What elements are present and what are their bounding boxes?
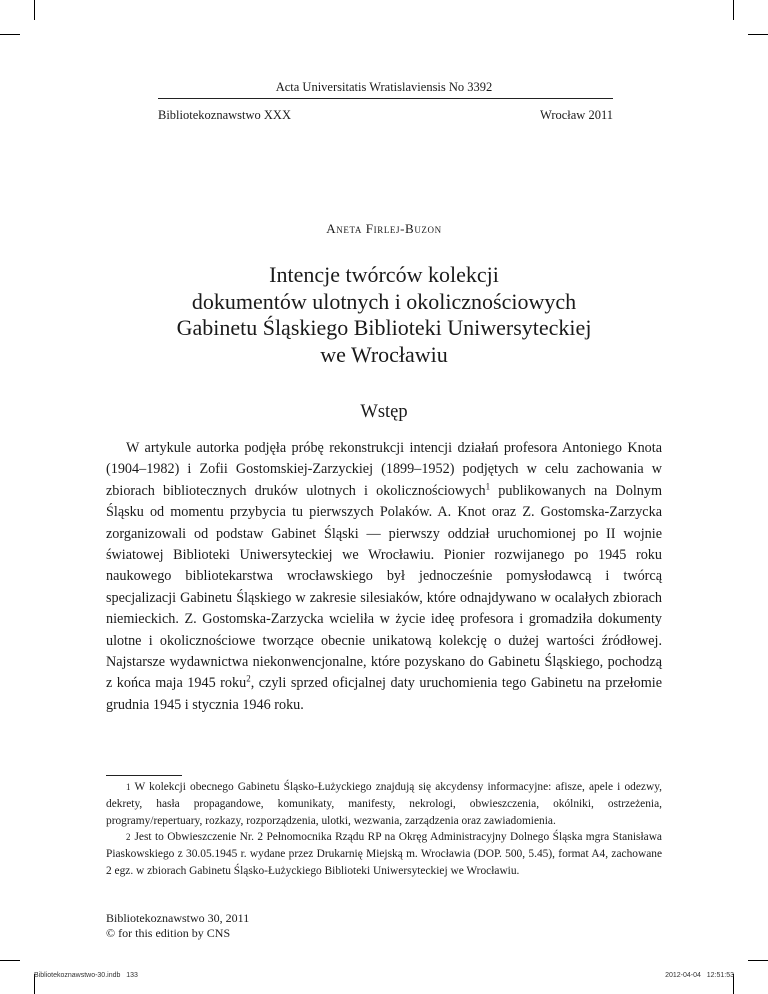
body-text-part: publikowanych na Dolnym Śląsku od momentu przybycia tu pierwszych Polaków. A. Knot oraz Z. Gostomska-Zarzycka zorganizowali od podstaw Gabinet Śląski — pierwszy oddział uruchomionej po II wojnie światowej Biblioteki Uniwersyteckiej we Wrocławiu. Pionier rozwijanego po 1945 roku naukowego bibliotekarstwa wrocławskiego był jednocześnie pomysłodawcą i twórcą specjalizacji Gabinetu Śląskiego w zakresie silesiaków, które odnajdywano w ocalałych zbiorach niemieckich. Z. Gostomska-Zarzycka wcieliła w życie ideę profesora i gromadziła dokumenty ulotne i okolicznościowe tworzące obecnie unikatową kolekcję o dużej wartości źródłowej. Najstarsze wydawnictwa niekonwencjonalne, które pozyskano do Gabinetu Śląskiego, pochodzą z końca maja 1945 roku	[106, 482, 662, 692]
title-line: we Wrocławiu	[320, 341, 448, 367]
crop-mark	[733, 0, 734, 20]
print-slug-file: Bibliotekoznawstwo-30.indb 133	[34, 972, 138, 979]
header-rule	[158, 98, 613, 99]
section-heading: Wstęp	[360, 402, 408, 422]
print-slug-timestamp: 2012-04-04 12:51:53	[665, 972, 734, 979]
title-line: Gabinetu Śląskiego Biblioteki Uniwersyteckiej	[176, 315, 592, 340]
crop-mark	[0, 960, 20, 961]
footnote-number: 2	[126, 832, 131, 843]
imprint	[106, 911, 249, 941]
title-line: dokumentów ulotnych i okolicznościowych	[191, 288, 577, 314]
journal-series: Acta Universitatis Wratislaviensis No 3392	[275, 80, 493, 94]
footnote-rule	[106, 775, 182, 776]
footnote-number: 1	[126, 782, 131, 792]
footnotes	[106, 779, 662, 880]
journal-volume: Bibliotekoznawstwo XXX	[158, 108, 291, 122]
footnote-ref[interactable]: 1	[485, 481, 491, 492]
imprint-line: Bibliotekoznawstwo 30, 2011	[106, 911, 250, 925]
crop-mark	[748, 960, 768, 961]
footnote	[106, 829, 662, 879]
body-text-part: W artykule autorka podjęła próbę rekonstrukcji intencji działań profesora Antoniego Knota (1904–1982) i Zofii Gostomskiej-Zarzyckiej (1899–1952) podjętych w celu zachowania w zbiorach bibliotecznych druków ulotnych i okolicznościowych	[106, 440, 662, 499]
journal-place-year: Wrocław 2011	[540, 108, 613, 122]
footnote-ref[interactable]: 2	[246, 673, 251, 684]
copyright-line: © for this edition by CNS	[106, 926, 231, 940]
crop-mark	[748, 34, 768, 35]
article-title	[0, 262, 768, 368]
title-line: Intencje twórców kolekcji	[269, 262, 499, 287]
footnote-text: W kolekcji obecnego Gabinetu Śląsko-Łużyckiego znajdują się akcydensy informacyjne: afisze, apele i odezwy, dekrety, hasła propagandowe, komunikaty, manifesty, nekrologi, obwieszczenia, okólniki, ostrzeżenia, programy/repertuary, rozkazy, rozporządzenia, ulotki, wezwania, zarządzenia oraz zawiadomienia.	[106, 781, 662, 827]
footnote	[106, 779, 662, 829]
author-name: Aneta Firlej-Buzon	[326, 221, 442, 236]
crop-mark	[34, 0, 35, 20]
body-paragraph	[106, 438, 662, 716]
crop-mark	[0, 34, 20, 35]
footnote-text: Jest to Obwieszczenie Nr. 2 Pełnomocnika Rządu RP na Okręg Administracyjny Dolnego Śląska mgra Stanisława Piaskowskiego z 30.05.1945 r. wydane przez Drukarnię Miejską m. Wrocławia (DOP. 500, 5.45), format A4, zachowane 2 egz. w zbiorach Gabinetu Śląsko-Łużyckiego Biblioteki Uniwersyteckiej we Wrocławiu.	[106, 831, 662, 877]
body-text-part: , czyli sprzed oficjalnej daty uruchomienia tego Gabinetu na przełomie grudnia 1945 i stycznia 1946 roku.	[106, 675, 662, 713]
